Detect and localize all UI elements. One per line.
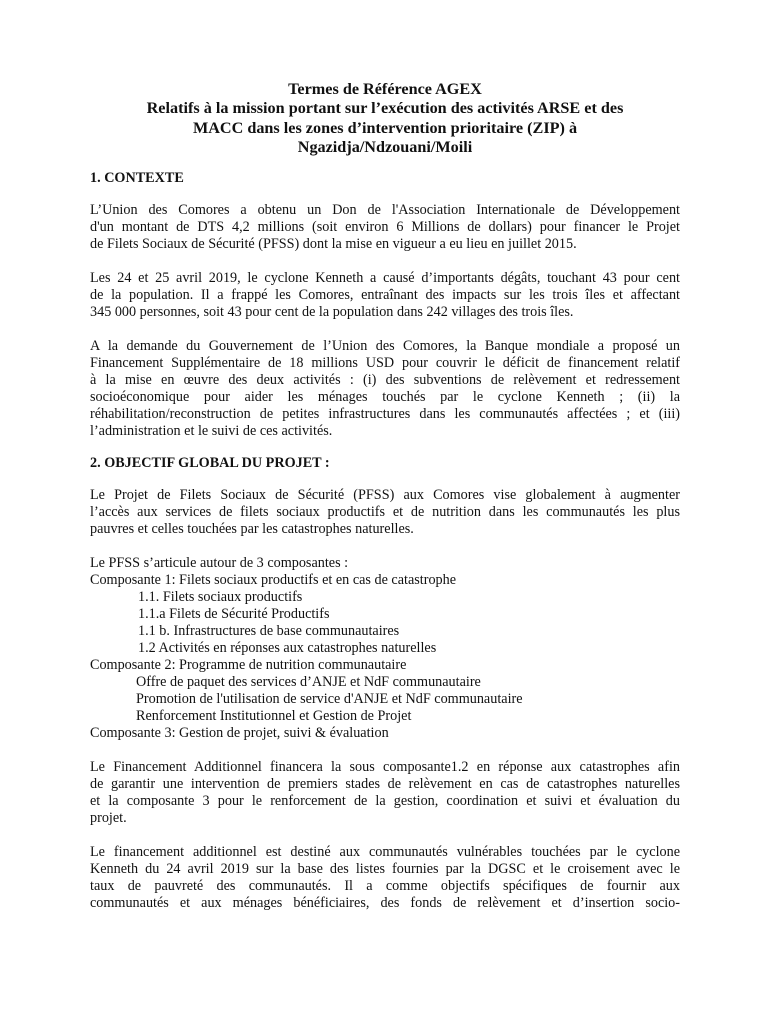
component-1: Composante 1: Filets sociaux productifs et en cas de catastrophe [90, 571, 457, 588]
title-line: Ngazidja/Ndzouani/Moili [297, 138, 473, 157]
text-line: et la composante 3 pour le renforcement de la gestion, coordination et suivi et évaluation du [90, 792, 680, 809]
component-2-item: Renforcement Institutionnel et Gestion de Projet [136, 707, 412, 724]
component-2-item: Offre de paquet des services d’ANJE et NdF communautaire [136, 673, 481, 690]
text-line: taux de pauvreté des communautés. Il a comme objectifs spécifiques de fournir aux [90, 877, 680, 894]
document-page [90, 80, 680, 912]
paragraph-contexte-1 [90, 202, 680, 253]
text-line: de Filets Sociaux de Sécurité (PFSS) dont la mise en vigueur a eu lieu en juillet 2015. [90, 235, 577, 252]
components-list [90, 555, 680, 742]
component-3: Composante 3: Gestion de projet, suivi & évaluation [90, 724, 389, 741]
paragraph-objectif-1 [90, 487, 680, 538]
text-line: de garantir une intervention de premiers stades de relèvement en cas de catastrophes naturelles [90, 775, 680, 792]
text-line: A la demande du Gouvernement de l’Union des Comores, la Banque mondiale a proposé un [90, 337, 680, 354]
section-heading-objectif: 2. OBJECTIF GLOBAL DU PROJET : [90, 454, 330, 471]
paragraph-contexte-2 [90, 270, 680, 321]
title-line: Termes de Référence AGEX [288, 80, 482, 98]
text-line: l’accès aux services de filets sociaux productifs et de nutrition dans les communautés les plus [90, 503, 680, 520]
component-2-item: Promotion de l'utilisation de service d'ANJE et NdF communautaire [136, 690, 523, 707]
component-1-item: 1.2 Activités en réponses aux catastrophes naturelles [138, 639, 437, 656]
component-1-item: 1.1. Filets sociaux productifs [138, 588, 303, 605]
title-line: MACC dans les zones d’intervention prioritaire (ZIP) à [192, 118, 578, 137]
text-line: Kenneth du 24 avril 2019 sur la base des listes fournies par la DGSC et le croisement avec le [90, 860, 680, 877]
text-line: l’administration et le suivi de ces activités. [90, 422, 333, 439]
text-line: Le financement additionnel est destiné aux communautés vulnérables touchées par le cyclone [90, 843, 680, 860]
text-line: L’Union des Comores a obtenu un Don de l'Association Internationale de Développement [90, 201, 680, 218]
text-line: d'un montant de DTS 4,2 millions (soit environ 6 Millions de dollars) pour financer le Projet [90, 218, 680, 235]
text-line: Les 24 et 25 avril 2019, le cyclone Kenneth a causé d’importants dégâts, touchant 43 pour cent [90, 269, 680, 286]
section-heading-contexte: 1. CONTEXTE [90, 169, 184, 186]
document-title [90, 80, 680, 158]
text-line: à la mise en œuvre des deux activités : (i) des subventions de relèvement et redressement [90, 371, 680, 388]
text-line: 345 000 personnes, soit 43 pour cent de la population dans 242 villages des trois îles. [90, 303, 574, 320]
component-1-item: 1.1.a Filets de Sécurité Productifs [138, 605, 330, 622]
component-2: Composante 2: Programme de nutrition communautaire [90, 656, 407, 673]
text-line: projet. [90, 809, 127, 826]
title-line: Relatifs à la mission portant sur l’exécution des activités ARSE et des [146, 99, 624, 118]
paragraph-objectif-2 [90, 759, 680, 827]
text-line: socioéconomique pour aider les ménages touchés par le cyclone Kenneth ; (ii) la [90, 388, 680, 405]
text-line: Le Financement Additionnel financera la sous composante1.2 en réponse aux catastrophes afin [90, 758, 680, 775]
text-line: de la population. Il a frappé les Comores, entraînant des impacts sur les trois îles et affectant [90, 286, 680, 303]
components-intro: Le PFSS s’articule autour de 3 composantes : [90, 554, 349, 571]
text-line: Le Projet de Filets Sociaux de Sécurité (PFSS) aux Comores vise globalement à augmenter [90, 486, 680, 503]
component-1-item: 1.1 b. Infrastructures de base communautaires [138, 622, 400, 639]
text-line: réhabilitation/reconstruction de petites infrastructures dans les communautés affectées ; et (iii) [90, 405, 680, 422]
text-line: Financement Supplémentaire de 18 millions USD pour couvrir le déficit de financement relatif [90, 354, 680, 371]
paragraph-contexte-3 [90, 338, 680, 440]
text-line: communautés et aux ménages bénéficiaires, des fonds de relèvement et d’insertion socio- [90, 894, 680, 911]
text-line: pauvres et celles touchées par les catastrophes naturelles. [90, 520, 414, 537]
paragraph-objectif-3 [90, 844, 680, 912]
